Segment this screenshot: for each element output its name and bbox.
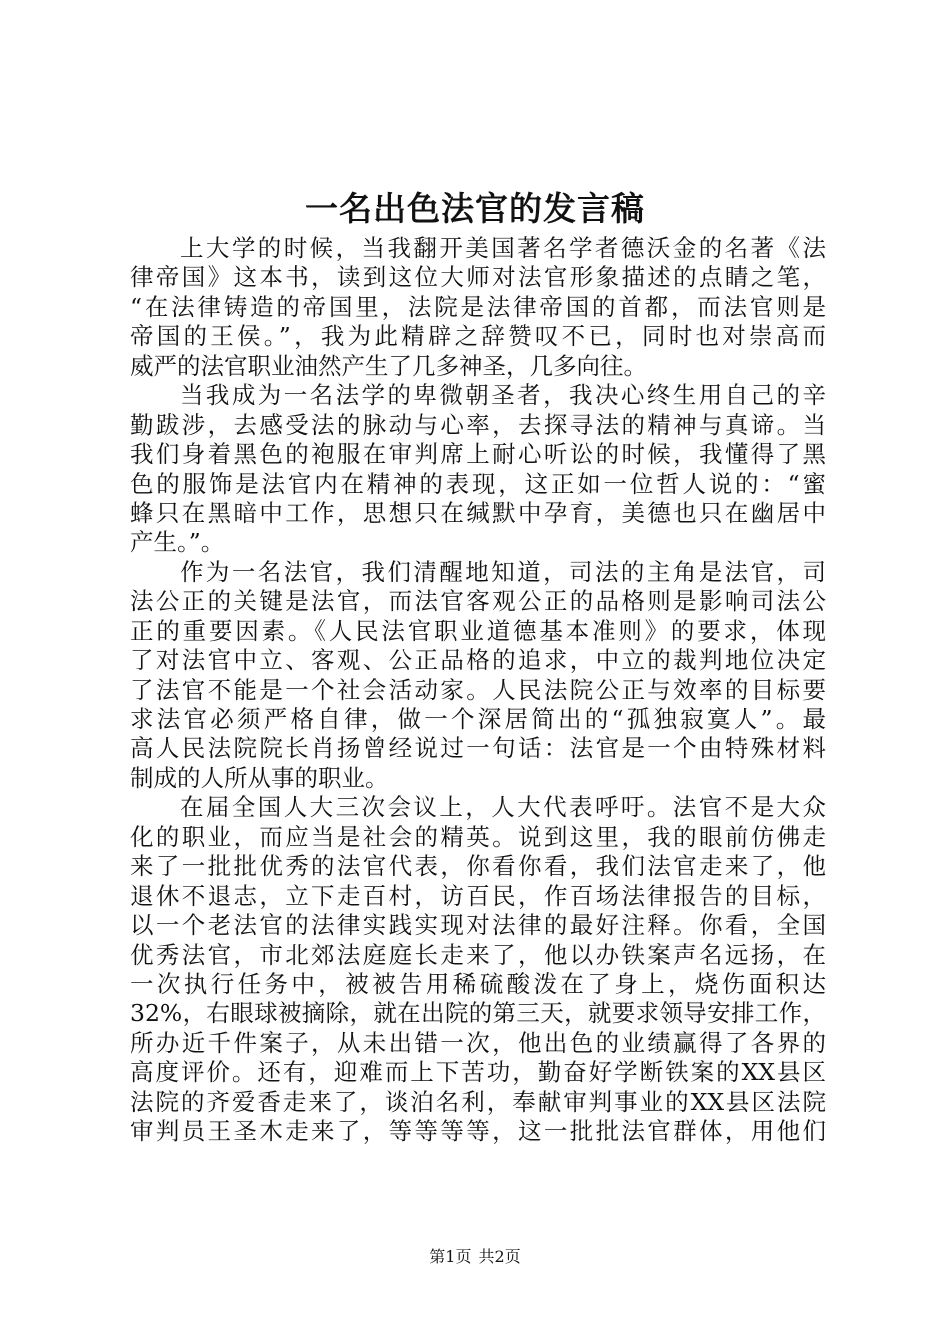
body-line: 帝国的王侯。”，我为此精辟之辞赞叹不已，同时也对崇高而 <box>130 322 826 351</box>
body-line: 所办近千件案子，从未出错一次，他出色的业绩赢得了各界的 <box>130 1028 826 1057</box>
body-line: 了法官不能是一个社会活动家。人民法院公正与效率的目标要 <box>130 675 826 704</box>
body-line: 作为一名法官，我们清醒地知道，司法的主角是法官，司 <box>180 557 826 586</box>
body-line: 了对法官中立、客观、公正品格的追求，中立的裁判地位决定 <box>130 646 826 675</box>
body-line: “在法律铸造的帝国里，法院是法律帝国的首都，而法官则是 <box>130 292 826 321</box>
body-line: 化的职业，而应当是社会的精英。说到这里，我的眼前仿佛走 <box>130 822 826 851</box>
body-line: 法院的齐爱香走来了，谈泊名利，奉献审判事业的XX县区法院 <box>130 1087 826 1116</box>
body-line: 我们身着黑色的袍服在审判席上耐心听讼的时候，我懂得了黑 <box>130 440 826 469</box>
body-line: 以一个老法官的法律实践实现对法律的最好注释。你看，全国 <box>130 911 826 940</box>
body-line: 一次执行任务中，被被告用稀硫酸泼在了身上，烧伤面积达 <box>130 969 826 998</box>
body-line: 法公正的关键是法官，而法官客观公正的品格则是影响司法公 <box>130 587 826 616</box>
body-line: 优秀法官，市北郊法庭庭长走来了，他以办铁案声名远扬，在 <box>130 940 826 969</box>
body-line: 产生。”。 <box>130 528 225 557</box>
body-line: 32%，右眼球被摘除，就在出院的第三天，就要求领导安排工作， <box>130 999 826 1028</box>
body-line: 威严的法官职业油然产生了几多神圣，几多向往。 <box>130 351 647 380</box>
body-line: 来了一批批优秀的法官代表，你看你看，我们法官走来了，他 <box>130 852 826 881</box>
body-line: 高人民法院院长肖扬曾经说过一句话：法官是一个由特殊材料 <box>130 734 826 763</box>
body-line: 正的重要因素。《人民法官职业道德基本准则》的要求，体现 <box>130 616 826 645</box>
body-line: 在届全国人大三次会议上，人大代表呼吁。法官不是大众 <box>180 793 826 822</box>
body-line: 勤跋涉，去感受法的脉动与心率，去探寻法的精神与真谛。当 <box>130 410 826 439</box>
document-body <box>130 234 826 1147</box>
body-line: 退休不退志，立下走百村，访百民，作百场法律报告的目标， <box>130 881 826 910</box>
body-line: 制成的人所从事的职业。 <box>130 763 389 792</box>
body-line: 蜂只在黑暗中工作，思想只在缄默中孕育，美德也只在幽居中 <box>130 498 826 527</box>
body-line: 高度评价。还有，迎难而上下苦功，勤奋好学断铁案的XX县区 <box>130 1058 826 1087</box>
body-line: 审判员王圣木走来了，等等等等，这一批批法官群体，用他们 <box>130 1117 826 1146</box>
body-line: 上大学的时候，当我翻开美国著名学者德沃金的名著《法 <box>180 234 826 262</box>
body-line: 求法官必须严格自律，做一个深居简出的“孤独寂寞人”。最 <box>130 705 826 733</box>
page-title: 一名出色法官的发言稿 <box>305 189 645 228</box>
body-line: 色的服饰是法官内在精神的表现，这正如一位哲人说的：“蜜 <box>130 469 826 498</box>
body-line: 律帝国》这本书，读到这位大师对法官形象描述的点睛之笔， <box>130 263 826 292</box>
page-number-footer: 第1页 共2页 <box>429 1247 521 1266</box>
body-line: 当我成为一名法学的卑微朝圣者，我决心终生用自己的辛 <box>180 381 826 410</box>
